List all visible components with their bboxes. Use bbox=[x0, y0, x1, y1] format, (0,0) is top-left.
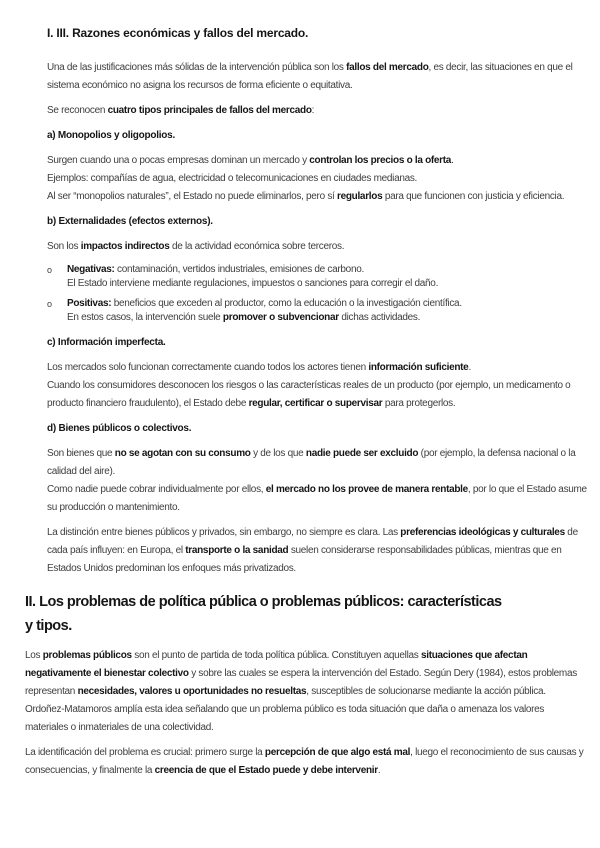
text-run: son el punto de partida de toda política pública. Constituyen aquellas bbox=[131, 650, 421, 661]
emphasis-text: nadie puede ser excluido bbox=[305, 448, 419, 459]
externalities-list bbox=[47, 263, 588, 325]
text-run: En estos casos, la intervención suele bbox=[67, 312, 223, 323]
paragraph bbox=[47, 445, 588, 517]
text-run: para protegerlos. bbox=[382, 398, 456, 409]
text-run: Se reconocen bbox=[47, 105, 108, 116]
emphasis-text: c) Información imperfecta. bbox=[47, 337, 166, 348]
text-run: de la actividad económica sobre terceros. bbox=[169, 241, 345, 252]
text-run: Una de las justificaciones más sólidas de la intervención pública son los bbox=[47, 62, 347, 73]
emphasis-text: regularlos bbox=[336, 191, 383, 202]
subsection-heading-c bbox=[47, 334, 588, 352]
section-heading bbox=[47, 26, 588, 41]
emphasis-text: a) Monopolios y oligopolios. bbox=[47, 130, 175, 141]
public-problems-section bbox=[0, 590, 600, 780]
text-run: para que funcionen con justicia y eficiencia. bbox=[382, 191, 565, 202]
text-run: Son bienes que bbox=[47, 448, 115, 459]
emphasis-text: problemas públicos bbox=[42, 650, 132, 661]
text-run: beneficios que exceden al productor, como la educación o la investigación científica. bbox=[111, 298, 462, 309]
emphasis-text: información suficiente bbox=[368, 362, 469, 373]
text-run: . bbox=[468, 362, 471, 373]
text-run: La identificación del problema es crucial: primero surge la bbox=[25, 747, 265, 758]
text-run: Surgen cuando una o pocas empresas dominan un mercado y bbox=[47, 155, 310, 166]
emphasis-text: II. Los problemas de política pública o problemas públicos: características bbox=[25, 594, 502, 610]
emphasis-text: Negativas: bbox=[67, 264, 115, 275]
emphasis-text: y tipos. bbox=[25, 618, 72, 634]
paragraph bbox=[47, 238, 588, 256]
emphasis-text: impactos indirectos bbox=[80, 241, 170, 252]
list-item bbox=[47, 263, 588, 291]
text-run: Los bbox=[25, 650, 43, 661]
text-run: , por lo que el Estado asume su producción o mantenimiento. bbox=[47, 484, 587, 513]
subsection-heading-a bbox=[47, 127, 588, 145]
text-run: Como nadie puede cobrar individualmente por ellos, bbox=[47, 484, 266, 495]
emphasis-text: el mercado no los provee de manera rentable bbox=[265, 484, 468, 495]
bullet-marker-icon: o bbox=[47, 299, 52, 309]
paragraph bbox=[47, 59, 588, 95]
text-run: suelen considerarse responsabilidades públicas, mientras que en Estados Unidos predominan los enfoques más privatizados. bbox=[47, 545, 562, 574]
text-run: contaminación, vertidos industriales, emisiones de carbono. bbox=[114, 264, 364, 275]
subsection-heading-d bbox=[47, 420, 588, 438]
text-run: Cuando los consumidores desconocen los riesgos o las características reales de un producto (por ejemplo, un medicamento o producto financiero fraudulento), el Estado debe bbox=[47, 380, 571, 409]
paragraph bbox=[47, 359, 588, 413]
text-run: dichas actividades. bbox=[338, 312, 421, 323]
subsection-heading-b bbox=[47, 213, 588, 231]
text-run: de cada país influyen: en Europa, el bbox=[47, 527, 578, 556]
text-run: , luego el reconocimiento de sus causas y consecuencias, y finalmente la bbox=[25, 747, 584, 776]
emphasis-text: fallos del mercado bbox=[346, 62, 429, 73]
paragraph bbox=[47, 102, 588, 120]
text-run: . bbox=[451, 155, 454, 166]
list-item-text bbox=[67, 297, 588, 325]
text-run: (por ejemplo, la defensa nacional o la calidad del aire). bbox=[47, 448, 576, 477]
emphasis-text: situaciones que afectan negativamente el bienestar colectivo bbox=[25, 650, 528, 679]
paragraph bbox=[47, 524, 588, 578]
emphasis-text: creencia de que el Estado puede y debe intervenir bbox=[154, 765, 378, 776]
list-item bbox=[47, 297, 588, 325]
emphasis-text: transporte o la sanidad bbox=[185, 545, 289, 556]
emphasis-text: no se agotan con su consumo bbox=[114, 448, 251, 459]
paragraph bbox=[25, 647, 586, 737]
text-run: Al ser “monopolios naturales”, el Estado no puede eliminarlos, pero sí bbox=[47, 191, 337, 202]
emphasis-text: preferencias ideológicas y culturales bbox=[400, 527, 565, 538]
emphasis-text: b) Externalidades (efectos externos). bbox=[47, 216, 213, 227]
paragraph bbox=[47, 152, 588, 206]
text-run: Los mercados solo funcionan correctamente cuando todos los actores tienen bbox=[47, 362, 369, 373]
emphasis-text: regular, certificar o supervisar bbox=[248, 398, 383, 409]
emphasis-text: necesidades, valores u oportunidades no resueltas bbox=[77, 686, 307, 697]
text-run: , es decir, las situaciones en que el sistema económico no asigna los recursos de forma eficiente o equitativa. bbox=[47, 62, 573, 91]
text-run: . bbox=[377, 765, 381, 776]
paragraph bbox=[25, 744, 586, 780]
text-run: Son los bbox=[47, 241, 81, 252]
emphasis-text: d) Bienes públicos o colectivos. bbox=[47, 423, 192, 434]
page-heading bbox=[25, 590, 586, 638]
list-item-text bbox=[67, 263, 588, 291]
text-run: y de los que bbox=[250, 448, 306, 459]
emphasis-text: Positivas: bbox=[67, 298, 112, 309]
text-run: : bbox=[311, 105, 315, 116]
text-run: El Estado interviene mediante regulaciones, impuestos o sanciones para corregir el daño. bbox=[67, 278, 439, 289]
text-run: La distinción entre bienes públicos y privados, sin embargo, no siempre es clara. Las bbox=[47, 527, 401, 538]
emphasis-text: controlan los precios o la oferta bbox=[309, 155, 452, 166]
emphasis-text: percepción de que algo está mal bbox=[264, 747, 411, 758]
emphasis-text: promover o subvencionar bbox=[222, 312, 339, 323]
emphasis-text: I. III. Razones económicas y fallos del mercado. bbox=[47, 26, 309, 40]
text-run: y sobre las cuales se espera la intervención del Estado. Según Dery (1984), estos problemas representan bbox=[25, 668, 577, 697]
bullet-marker-icon: o bbox=[47, 265, 52, 275]
text-run: Ejemplos: compañías de agua, electricidad o telecomunicaciones en ciudades medianas. bbox=[47, 173, 418, 184]
emphasis-text: cuatro tipos principales de fallos del mercado bbox=[107, 105, 312, 116]
text-run: , susceptibles de solucionarse mediante la acción pública. Ordoñez-Matamoros amplía esta idea señalando que un problema público es toda situación que daña o amenaza los valores materiales o inmateriales de una colectividad. bbox=[25, 686, 546, 733]
